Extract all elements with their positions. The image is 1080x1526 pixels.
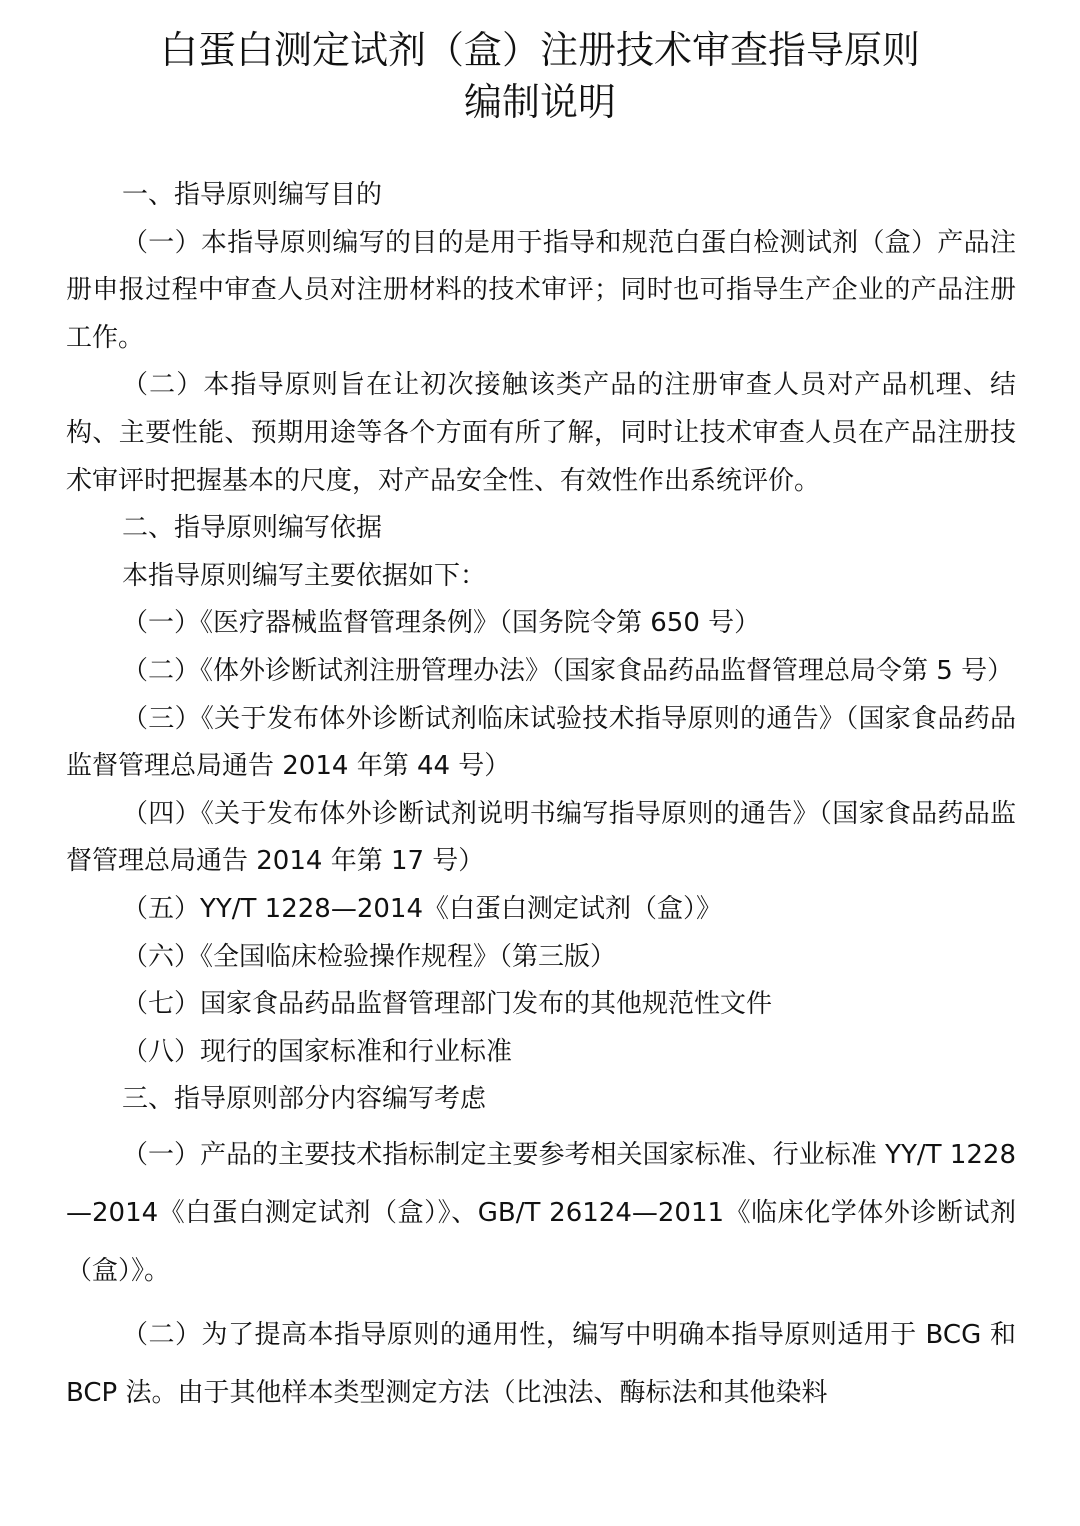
basis-item-1: （一）《医疗器械监督管理条例》（国务院令第 650 号） <box>122 608 761 639</box>
paragraph-purpose-1: （一）本指导原则编写的目的是用于指导和规范白蛋白检测试剂（盒）产品注册申报过程中审查人员对注册材料的技术审评；同时也可指导生产企业的产品注册工作。 <box>66 227 1016 353</box>
basis-item-2: （二）《体外诊断试剂注册管理办法》（国家食品药品监督管理总局令第 5 号） <box>122 655 1014 686</box>
paragraph-considerations-2: （二）为了提高本指导原则的通用性，编写中明确本指导原则适用于 BCG 和 BCP 法。由于其他样本类型测定方法（比浊法、酶标法和其他染料 <box>66 1319 1016 1408</box>
section-heading-considerations: 三、指导原则部分内容编写考虑 <box>122 1084 487 1115</box>
title-line-1: 白蛋白测定试剂（盒）注册技术审查指导原则 <box>159 28 920 72</box>
basis-item-3: （三）《关于发布体外诊断试剂临床试验技术指导原则的通告》（国家食品药品监督管理总局通告 2014 年第 44 号） <box>66 703 1016 782</box>
basis-item-5: （五）YY/T 1228—2014《白蛋白测定试剂（盒）》 <box>122 893 723 924</box>
paragraph-basis-intro: 本指导原则编写主要依据如下： <box>122 560 487 591</box>
title-line-2: 编制说明 <box>463 80 616 124</box>
document-title <box>0 24 1080 128</box>
section-heading-basis: 二、指导原则编写依据 <box>122 513 383 544</box>
basis-item-8: （八）现行的国家标准和行业标准 <box>122 1036 513 1067</box>
document-body <box>66 172 1016 1422</box>
basis-item-7: （七）国家食品药品监督管理部门发布的其他规范性文件 <box>122 989 773 1020</box>
basis-item-6: （六）《全国临床检验操作规程》（第三版） <box>122 941 617 972</box>
paragraph-considerations-1: （一）产品的主要技术指标制定主要参考相关国家标准、行业标准 YY/T 1228—2014《白蛋白测定试剂（盒）》、GB/T 26124—2011《临床化学体外诊断试剂（盒）》。 <box>66 1139 1016 1286</box>
paragraph-purpose-2: （二）本指导原则旨在让初次接触该类产品的注册审查人员对产品机理、结构、主要性能、预期用途等各个方面有所了解，同时让技术审查人员在产品注册技术审评时把握基本的尺度，对产品安全性、有效性作出系统评价。 <box>66 370 1016 496</box>
section-heading-purpose: 一、指导原则编写目的 <box>122 180 383 210</box>
basis-item-4: （四）《关于发布体外诊断试剂说明书编写指导原则的通告》（国家食品药品监督管理总局通告 2014 年第 17 号） <box>66 798 1016 877</box>
